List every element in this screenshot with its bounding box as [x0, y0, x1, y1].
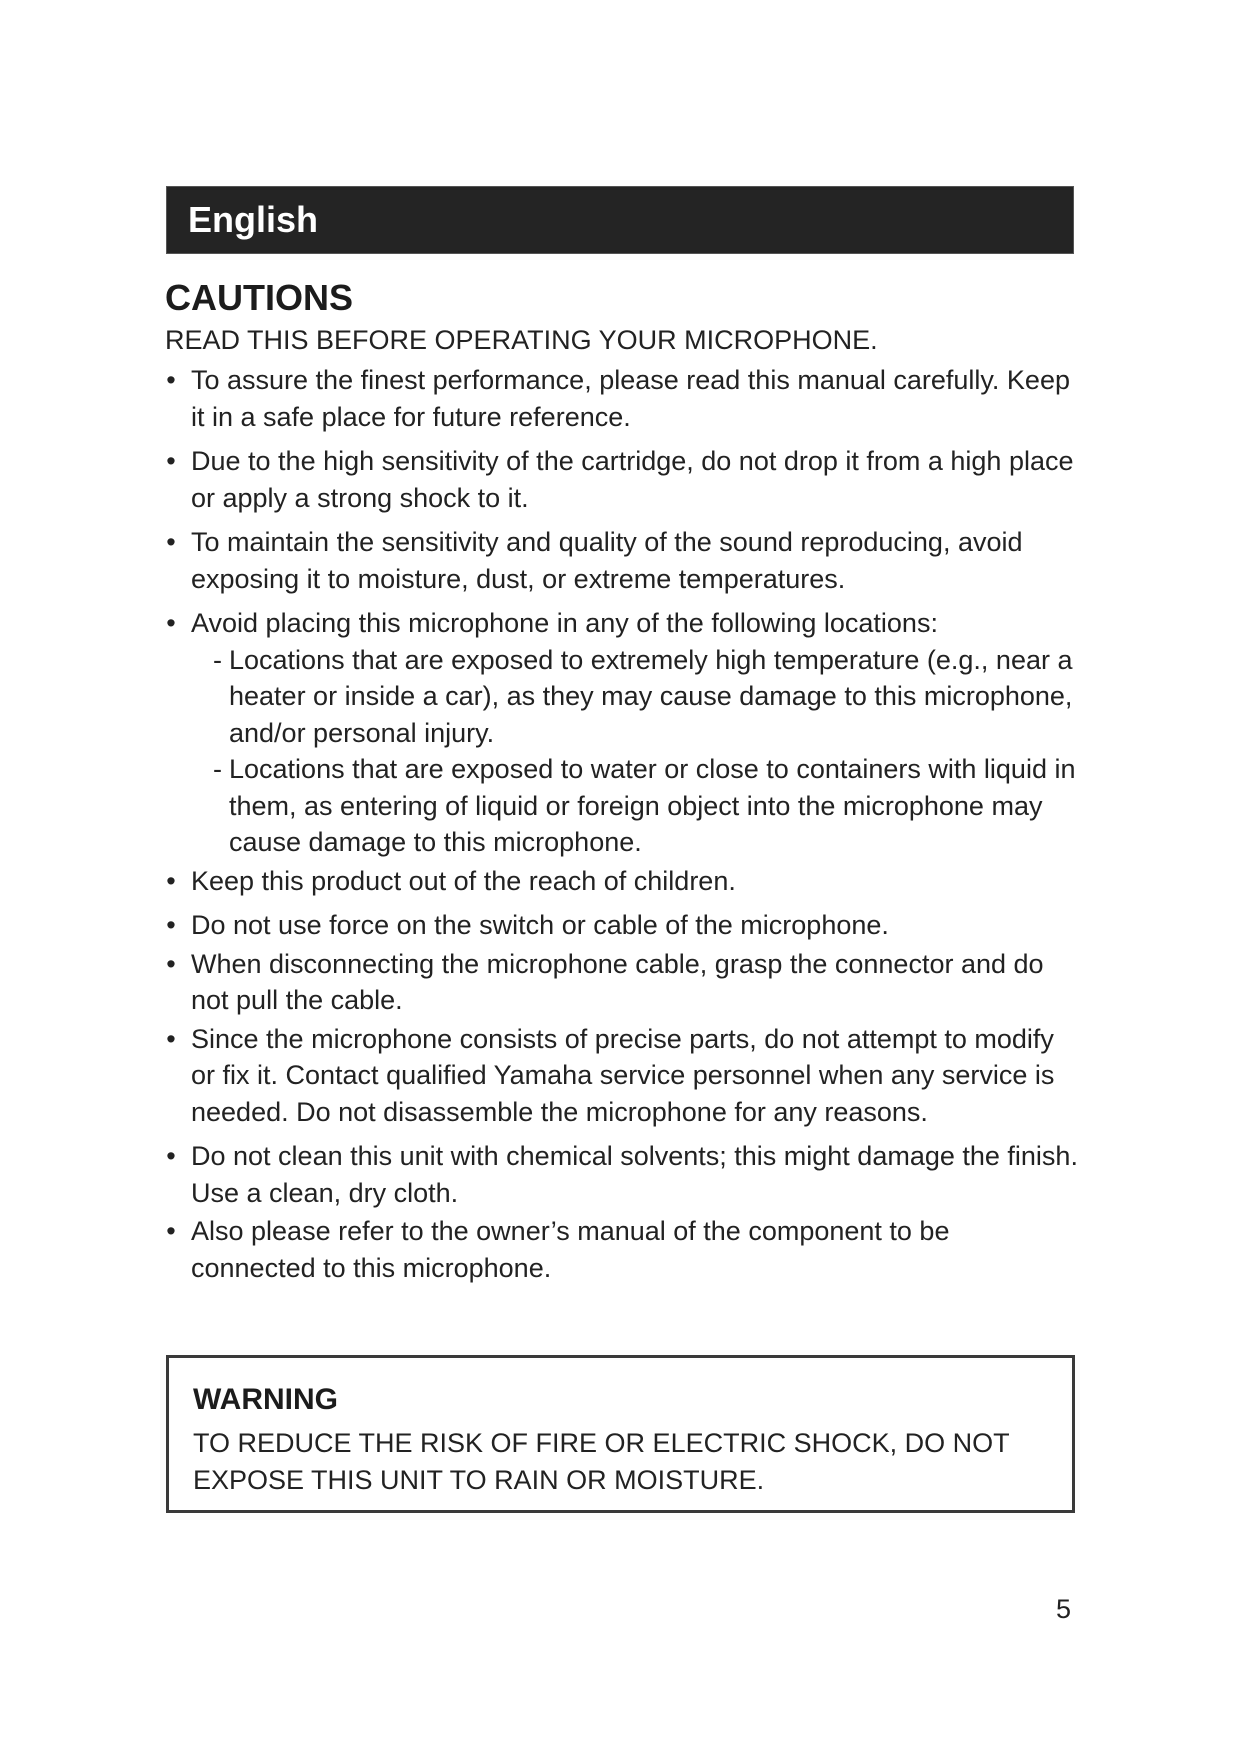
bullet: •	[166, 365, 176, 395]
location-text: Locations that are exposed to extremely high temperature (e.g., near a heater or inside a car), as they may cause damage to this microphone, and/or personal injury.	[229, 644, 1073, 748]
bullet: •	[166, 1023, 176, 1054]
bullet: •	[166, 865, 176, 896]
location-sublist	[191, 642, 1081, 861]
language-header-bar	[166, 186, 1074, 254]
caution-item	[161, 362, 1081, 435]
bullet: •	[166, 527, 176, 557]
caution-text: Do not use force on the switch or cable of the microphone.	[191, 910, 889, 940]
bullet: •	[166, 1141, 176, 1171]
bullet: •	[166, 608, 176, 638]
warning-title: WARNING	[193, 1383, 338, 1416]
caution-item	[161, 907, 1081, 944]
bullet: •	[166, 948, 176, 979]
caution-text: Since the microphone consists of precise parts, do not attempt to modify or fix it. Contact qualified Yamaha service personnel when any service is needed. Do not disassemble the microphone for any reasons.	[191, 1023, 1055, 1127]
caution-text: Due to the high sensitivity of the cartridge, do not drop it from a high place or apply a strong shock to it.	[191, 446, 1074, 513]
bullet: •	[166, 1216, 176, 1246]
caution-text: Avoid placing this microphone in any of the following locations:	[191, 608, 938, 638]
caution-text: When disconnecting the microphone cable, grasp the connector and do not pull the cable.	[191, 948, 1044, 1015]
caution-text: To maintain the sensitivity and quality of the sound reproducing, avoid exposing it to moisture, dust, or extreme temperatures.	[191, 527, 1023, 594]
caution-item	[161, 1021, 1081, 1131]
caution-text: Do not clean this unit with chemical solvents; this might damage the finish. Use a clean, dry cloth.	[191, 1141, 1078, 1208]
bullet: •	[166, 910, 176, 940]
cautions-subtitle: READ THIS BEFORE OPERATING YOUR MICROPHONE.	[165, 325, 878, 355]
bullet: •	[166, 446, 176, 476]
location-subitem: - Locations that are exposed to water or close to containers with liquid in them, as entering of liquid or foreign object into the microphone may cause damage to this microphone.	[213, 754, 1076, 857]
caution-item	[161, 605, 1081, 861]
caution-item	[161, 863, 1081, 900]
cautions-title: CAUTIONS	[165, 277, 353, 318]
caution-text: Also please refer to the owner’s manual of the component to be connected to this microphone.	[191, 1216, 950, 1283]
caution-text: Keep this product out of the reach of children.	[191, 865, 736, 896]
location-text: Locations that are exposed to water or close to containers with liquid in them, as entering of liquid or foreign object into the microphone may cause damage to this microphone.	[229, 754, 1076, 857]
caution-item	[161, 1138, 1081, 1211]
location-subitem: - Locations that are exposed to extremely high temperature (e.g., near a heater or inside a car), as they may cause damage to this microphone, and/or personal injury.	[213, 644, 1073, 748]
warning-text: TO REDUCE THE RISK OF FIRE OR ELECTRIC SHOCK, DO NOT EXPOSE THIS UNIT TO RAIN OR MOISTURE.	[193, 1428, 1010, 1495]
cautions-list	[161, 362, 1081, 1294]
caution-item	[161, 443, 1081, 516]
warning-box	[166, 1355, 1075, 1513]
caution-item	[161, 524, 1081, 597]
language-label: English	[188, 199, 319, 240]
caution-item	[161, 1213, 1081, 1286]
caution-text: To assure the finest performance, please read this manual carefully. Keep it in a safe place for future reference.	[191, 365, 1070, 432]
caution-item	[161, 946, 1081, 1019]
page-number: 5	[1056, 1594, 1072, 1624]
